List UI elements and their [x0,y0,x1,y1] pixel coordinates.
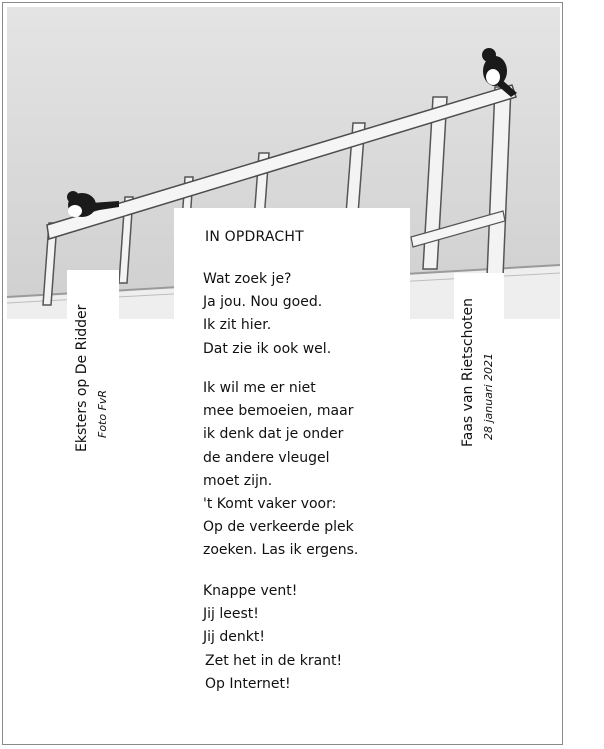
photo-caption-title: Eksters op De Ridder [74,304,90,452]
poem-line: Jij denkt! [203,629,265,646]
poem-line: Zet het in de krant! [205,652,343,669]
poem-line: 't Komt vaker voor: [203,496,337,513]
poem-line: mee bemoeien, maar [203,403,354,420]
poem-line: Knappe vent! [203,583,298,599]
poem-line: Op de verkeerde plek [203,519,354,536]
poem-line: Ja jou. Nou goed. [203,294,323,311]
poem-line: de andere vleugel [203,449,330,466]
author-name: Faas van Rietschoten [460,298,476,447]
poem-title: IN OPDRACHT [205,229,304,245]
poem-date: 28 januari 2021 [482,352,495,440]
poem-line: Jij leest! [203,606,259,623]
photo-credit: Foto FvR [96,389,109,438]
poem-line: ik denk dat je onder [203,426,344,443]
stanza-2 [203,377,358,563]
stanza-1 [203,268,331,361]
poem-line: Ik zit hier. [203,317,272,334]
poem-line: Op Internet! [205,675,291,692]
stanza-3 [203,580,342,696]
poem-line: Wat zoek je? [203,271,292,287]
poem-line: moet zijn. [203,472,273,489]
poem-line: Ik wil me er niet [203,380,316,396]
poem-line: zoeken. Las ik ergens. [203,542,359,559]
poem-line: Dat zie ik ook wel. [203,340,332,357]
